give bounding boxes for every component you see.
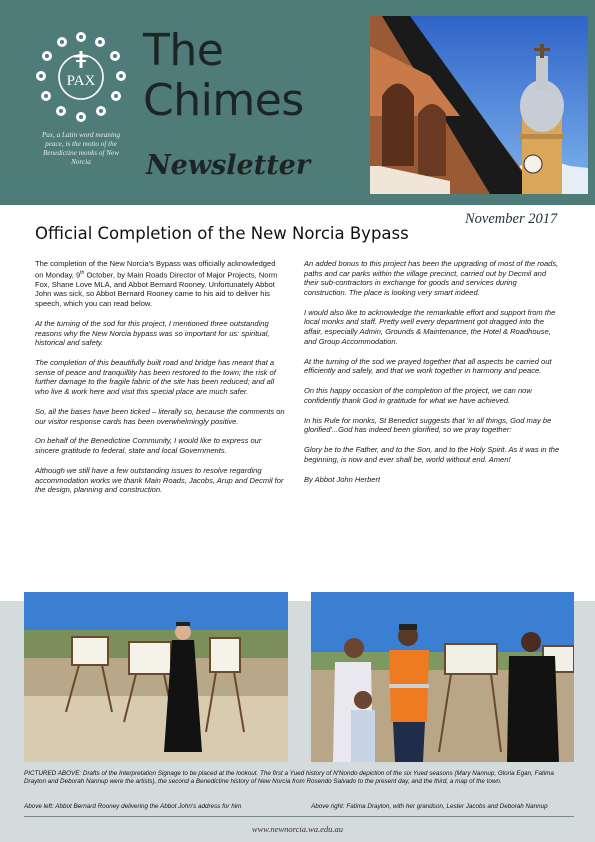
paragraph: The completion of this beautifully built road and bridge has meant that a sense of peace and tranquillity has been restored to the town; the risk of further damage to the fragile fabric of the site has been reduced; and all who live & work here and visit this special place are much safer. (35, 358, 276, 397)
footer-divider (24, 816, 574, 817)
footer-url[interactable]: www.newnorcia.wa.edu.au (251, 824, 344, 834)
group-portrait-photo (311, 592, 574, 762)
tagline: Pax, a Latin word meaning peace, is the motto of the Benedictine monks of New Norcia (41, 131, 121, 166)
pax-logo-icon (30, 27, 132, 127)
abbey-bell-tower-photo (370, 16, 588, 194)
newsletter-title (143, 26, 304, 126)
svg-text:PAX: PAX (66, 73, 96, 89)
paragraph: In his Rule for monks, St Benedict suggests that 'in all things, God may be glorified'...God has indeed been glorified, so we pray together: (304, 415, 552, 435)
paragraph: So, all the bases have been ticked – literally so, because the comments on our visitor response cards has been overwhelmingly positive. (35, 406, 285, 426)
paragraph: An added bonus to this project has been the upgrading of most of the roads, paths and car parks within the village precinct, carried out by Decmil and their sub-contractors in exchange for goods and services during construction. The place is looking very smart indeed. (304, 259, 559, 297)
paragraph: Glory be to the Father, and to the Son, and to the Holy Spirit. As it was in the beginning, is now and ever shall be, world without end. Amen! (304, 445, 560, 464)
article-right-column (304, 259, 560, 494)
article-left-column (35, 259, 285, 505)
masthead (0, 0, 595, 205)
byline: By Abbot John Herbert (304, 474, 381, 484)
photo-caption: PICTURED ABOVE: Drafts of the Interpretation Signage to be placed at the lookout. The first a Yued history of N'Nondo depiction of the six Yued seasons (Mary Nannup, Gloria Egan, Fatima Drayton and Deborah Nannup were the artists), the second a Benedictine history of New Norcia from Rosendo Salvado to the present day, and the third, a map of the town. (24, 770, 554, 785)
right-photo-caption: Above right: Fatima Drayton, with her grandson, Lester Jacobs and Deborah Nannup (311, 803, 548, 810)
paragraph: At the turning of the sod we prayed together that all aspects be carried out efficiently and safely, and that we work together in harmony and peace. (304, 356, 552, 376)
abbot-speech-photo (24, 592, 288, 762)
article-headline: Official Completion of the New Norcia Bypass (35, 224, 409, 243)
newsletter-subtitle: Newsletter (146, 150, 311, 181)
paragraph: At the turning of the sod for this project, I mentioned three outstanding reasons why the New Norcia bypass was so important for us: spiritual, historical and safety. (35, 318, 270, 348)
issue-date: November 2017 (465, 211, 558, 227)
title-line-1: The (143, 25, 224, 76)
left-photo-caption: Above left: Abbot Bernard Rooney delivering the Abbot John's address for him (24, 803, 242, 810)
paragraph: On this happy occasion of the completion of the project, we can now confidently thank God in gratitude for what we have achieved. (304, 386, 532, 405)
paragraph: I would also like to acknowledge the remarkable effort and support from the local monks and staff. Pretty well every department got dragged into the affair, especially Admin, Grounds & Maintenance, the Hotel & Roadhouse, and Group Accommodation. (304, 307, 556, 346)
title-line-2: Chimes (143, 75, 304, 126)
paragraph: On behalf of the Benedictine Community, I would like to express our sincere gratitude to federal, state and local Governments. (35, 436, 262, 456)
paragraph-intro: The completion of the New Norcia's Bypass was officially acknowledged on Monday, 9th October, by Main Roads Director of Major Projects, Norm Fox, Shane Love MLA, and Abbot Bernard Rooney. Unfortunately Abbot John was sick, so Abbot Bernard Rooney came to his aid to deliver his speech, which you can read below. (35, 259, 278, 309)
paragraph: Although we still have a few outstanding issues to resolve regarding accommodation works we thank Main Roads, Jacobs, Arup and Decmil for the design, planning and construction. (35, 465, 284, 495)
